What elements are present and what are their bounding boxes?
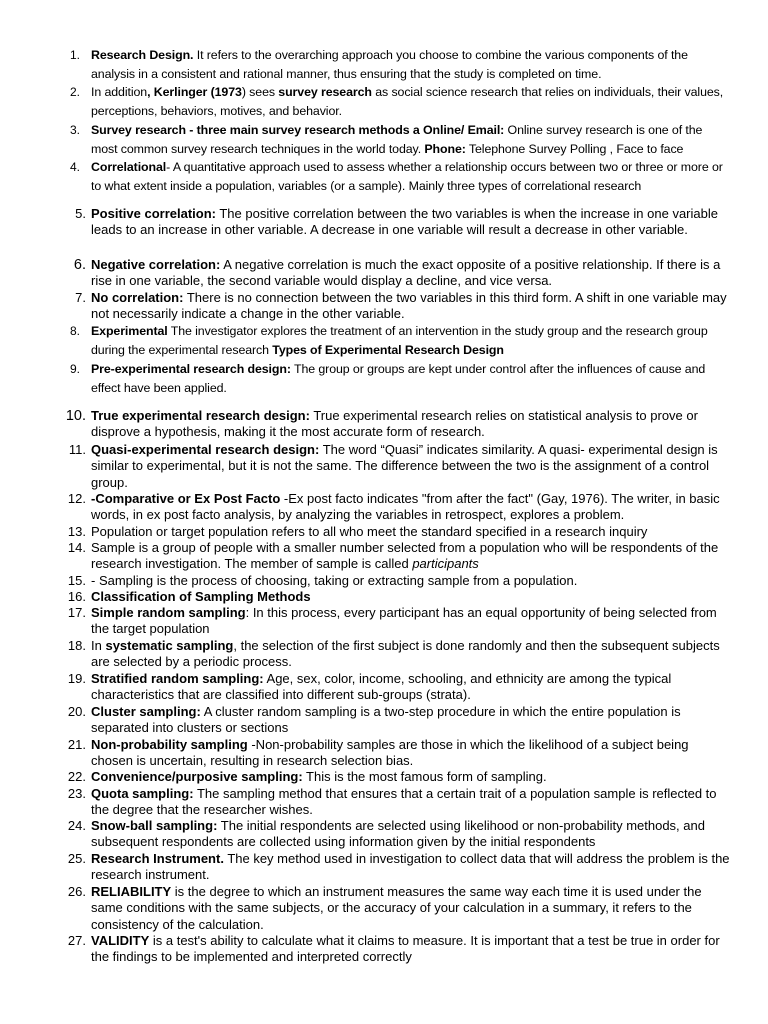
text-segment: survey research: [278, 85, 372, 99]
item-text: [91, 704, 731, 737]
item-text: [91, 786, 731, 819]
text-segment: Cluster sampling:: [91, 704, 201, 719]
text-segment: Online survey research is one of the most common survey research techniques in the world today.: [91, 123, 703, 156]
text-segment: True experimental research design:: [91, 408, 310, 423]
item-text: [91, 442, 731, 491]
item-number: 1.: [69, 48, 80, 62]
item-text: [91, 257, 731, 290]
item-text: [91, 589, 731, 605]
item-number: 16.: [67, 589, 86, 604]
text-segment: Non-probability sampling: [91, 737, 248, 752]
text-segment: Quota sampling:: [91, 786, 194, 801]
text-segment: is a test's ability to calculate what it claims to measure. It is important that a test be true in order for the findings to be implemented and interpreted correctly: [91, 933, 720, 965]
text-segment: Experimental: [91, 324, 168, 338]
text-segment: Correlational: [91, 160, 167, 174]
text-segment: participants: [412, 556, 479, 572]
text-segment: The positive correlation between the two variables is when the increase in one variable leads to an increase in other variable. A decrease in one variable will result a decrease in other variable.: [91, 206, 718, 238]
text-segment: No correlation:: [91, 290, 184, 305]
text-segment: -Non-probability samples are those in which the likelihood of a subject being chosen is uncertain, resulting in research selection bias.: [91, 737, 689, 769]
item-number: 7.: [75, 290, 86, 305]
text-segment: , Kerlinger (1973: [147, 85, 242, 99]
text-segment: - A quantitative approach used to assess whether a relationship occurs between two or three or more or to what extent inside a population, variables (or a sample). Mainly three types of correlational research: [91, 160, 723, 193]
text-segment: Survey research - three main survey research methods a Online/ Email:: [91, 123, 505, 137]
text-segment: Population or target population refers to all who meet the standard specified in a research inquiry: [91, 524, 648, 539]
text-segment: Phone:: [424, 141, 466, 156]
item-number: 9.: [69, 362, 80, 376]
item-number: 19.: [67, 671, 86, 686]
text-segment: VALIDITY: [91, 933, 150, 948]
text-segment: -Comparative or Ex Post Facto: [91, 491, 281, 506]
text-segment: is the degree to which an instrument measures the same way each time it is used under the same conditions with the same subjects, or the accuracy of your calculation in a summary, it refers to the consistency of the calculation.: [91, 884, 702, 932]
item-number: 21.: [67, 737, 86, 752]
item-number: 23.: [67, 786, 86, 801]
item-number: 10.: [65, 408, 86, 424]
text-segment: Quasi-experimental research design:: [91, 442, 320, 457]
text-segment: -Ex post facto indicates "from after the fact" (Gay, 1976). The writer, in basic words, in ex post facto analysis, by analyzing the variables in retrospect, explores a problem.: [91, 491, 720, 523]
text-segment: Negative correlation:: [91, 257, 221, 272]
text-segment: - Sampling is the process of choosing, taking or extracting sample from a population.: [91, 573, 578, 588]
item-text: [91, 851, 731, 884]
item-text: [91, 83, 731, 120]
item-number: 5.: [75, 206, 86, 221]
item-number: 3.: [69, 123, 80, 137]
text-segment: The group or groups are kept under control after the influences of cause and effect have been applied.: [91, 362, 706, 395]
item-text: [91, 360, 731, 397]
item-number: 22.: [67, 769, 86, 784]
item-text: [91, 491, 731, 524]
item-text: [91, 605, 731, 638]
item-text: [91, 322, 731, 359]
item-text: [91, 121, 731, 158]
text-segment: Convenience/purposive sampling:: [91, 769, 303, 784]
text-segment: Research Design.: [91, 48, 194, 62]
item-number: 14.: [67, 540, 86, 555]
text-segment: A negative correlation is much the exact opposite of a positive relationship. If there is a rise in one variable, the second variable would display a decline, and vice versa.: [91, 257, 721, 289]
item-text: [91, 524, 731, 540]
text-segment: Stratified random sampling:: [91, 671, 264, 686]
item-number: 11.: [68, 442, 86, 457]
item-number: 12.: [67, 491, 86, 506]
item-text: [91, 158, 731, 195]
item-text: [91, 818, 731, 851]
item-number: 17.: [67, 605, 86, 620]
text-segment: , the selection of the first subject is done randomly and then the subsequent subjects are selected by a periodic process.: [91, 638, 720, 670]
text-segment: The sampling method that ensures that a certain trait of a population sample is reflected to the degree that the researcher wishes.: [91, 786, 717, 818]
text-segment: Simple random sampling: [91, 605, 246, 620]
text-segment: The key method used in investigation to collect data that will address the problem is the research instrument.: [91, 851, 730, 883]
item-text: [91, 46, 731, 83]
item-number: 24.: [67, 818, 86, 833]
item-number: 27.: [67, 933, 86, 948]
item-number: 25.: [67, 851, 86, 866]
text-segment: A cluster random sampling is a two-step procedure in which the entire population is separated into clusters or sections: [91, 704, 681, 736]
item-number: 15.: [67, 573, 86, 588]
text-segment: It refers to the overarching approach you choose to combine the various components of the analysis in a consistent and rational manner, thus ensuring that the study is completed on time.: [91, 48, 688, 81]
text-segment: The investigator explores the treatment of an intervention in the study group and the research group during the experimental research: [91, 324, 708, 357]
text-segment: ) sees: [241, 85, 279, 99]
text-segment: RELIABILITY: [91, 884, 172, 899]
text-segment: In addition: [91, 85, 148, 99]
text-segment: The word “Quasi” indicates similarity. A quasi- experimental design is similar to experimental, but it is not the same. The difference between the two is the assignment of a control group.: [91, 442, 718, 490]
item-number: 6.: [73, 257, 86, 273]
text-segment: Pre-experimental research design:: [91, 362, 291, 376]
text-segment: This is the most famous form of sampling.: [302, 769, 547, 784]
item-text: [91, 769, 731, 785]
text-segment: : In this process, every participant has an equal opportunity of being selected from the target population: [91, 605, 717, 637]
item-text: [91, 290, 731, 323]
item-number: 26.: [67, 884, 86, 899]
text-segment: as social science research that relies on individuals, their values, perceptions, behaviors, motives, and behavior.: [91, 85, 724, 118]
text-segment: Age, sex, color, income, schooling, and ethnicity are among the typical characteristics that are classified into different sub-groups (strata).: [91, 671, 672, 703]
item-text: [91, 933, 731, 966]
text-segment: There is no connection between the two variables in this third form. A shift in one variable may not necessarily indicate a change in the other variable.: [91, 290, 727, 322]
item-number: 13.: [67, 524, 86, 539]
item-number: 2.: [69, 85, 80, 99]
text-segment: Positive correlation:: [91, 206, 216, 221]
text-segment: Types of Experimental Research Design: [272, 342, 504, 357]
item-text: [91, 638, 731, 671]
item-number: 4.: [69, 160, 80, 174]
item-text: [91, 671, 731, 704]
item-text: [91, 573, 731, 589]
text-segment: Research Instrument.: [91, 851, 224, 866]
text-segment: True experimental research relies on statistical analysis to prove or disprove a hypothesis, making it the most accurate form of research.: [91, 408, 698, 440]
text-segment: Sample is a group of people with a smaller number selected from a population who will be respondents of the research investigation. The member of sample is called: [91, 540, 719, 572]
item-text: [91, 884, 731, 933]
text-segment: In: [91, 638, 106, 653]
text-segment: systematic sampling: [105, 638, 234, 653]
item-text: [91, 408, 731, 441]
item-text: [91, 737, 731, 770]
item-number: 20.: [67, 704, 86, 719]
item-text: [91, 206, 731, 239]
item-number: 18.: [67, 638, 86, 653]
text-segment: Telephone Survey Polling , Face to face: [465, 141, 684, 156]
text-segment: Classification of Sampling Methods: [91, 589, 311, 604]
text-segment: Snow-ball sampling:: [91, 818, 218, 833]
text-segment: The initial respondents are selected using likelihood or non-probability methods, and subsequent respondents are collected using information given by the initial respondents: [91, 818, 705, 850]
item-text: [91, 540, 731, 573]
item-number: 8.: [69, 324, 80, 338]
